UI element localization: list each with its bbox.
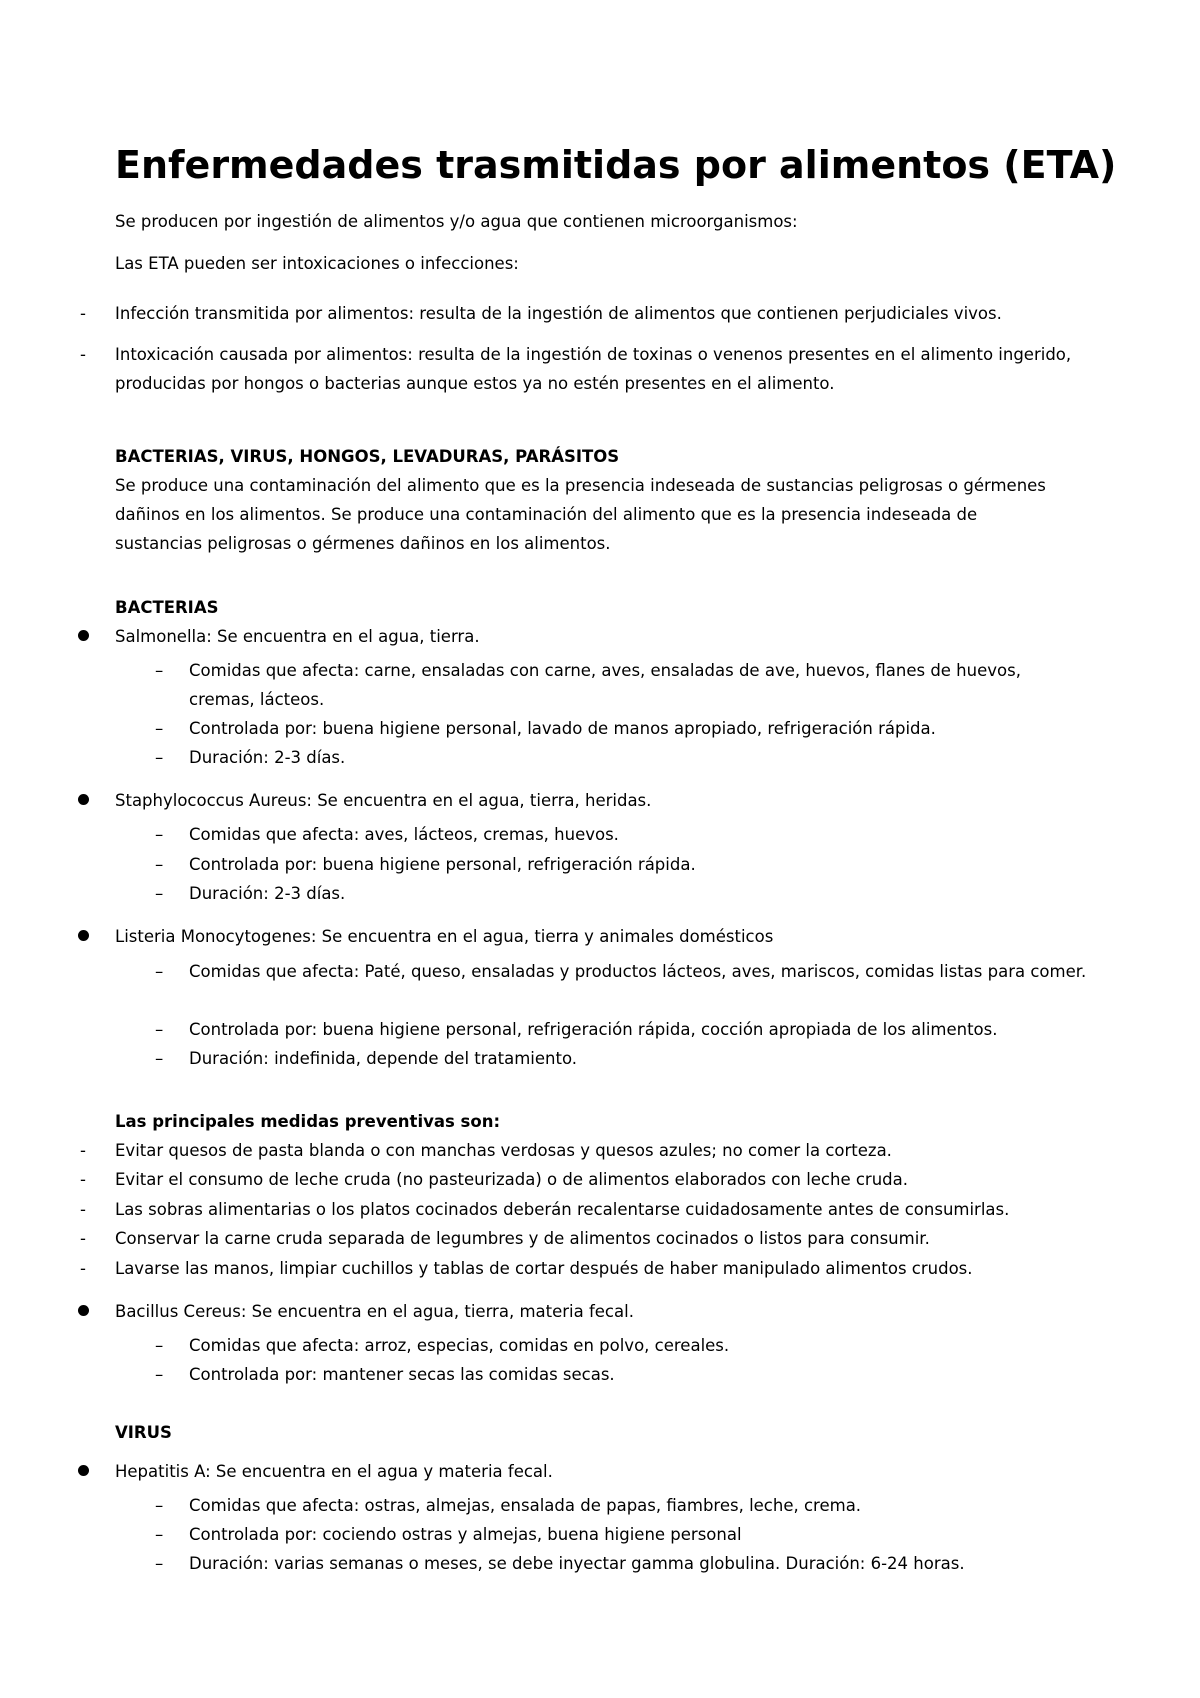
- sub-dash-marker: –: [155, 884, 164, 903]
- listeria-duracion: Duración: indefinida, depende del tratamiento.: [189, 1049, 578, 1068]
- salmonella-controlada: Controlada por: buena higiene personal, lavado de manos apropiado, refrigeración rápida.: [189, 719, 936, 738]
- staphylococcus-controlada: Controlada por: buena higiene personal, refrigeración rápida.: [189, 855, 696, 874]
- list-dash-marker: -: [80, 304, 86, 323]
- list-dash-marker: -: [80, 1229, 86, 1248]
- prevention-item: Evitar el consumo de leche cruda (no pasteurizada) o de alimentos elaborados con leche cruda.: [115, 1170, 908, 1189]
- list-dash-marker: -: [80, 1200, 86, 1219]
- sub-dash-marker: –: [155, 825, 164, 844]
- contamination-paragraph: Se produce una contaminación del alimento que es la presencia indeseada de sustancias peligrosas o gérmenes dañinos en los alimentos. Se produce una contaminación del alimento que es la presencia indeseada de sustancias peligrosas o gérmenes dañinos en los alimentos.: [115, 476, 1046, 553]
- intro-line-2: Las ETA pueden ser intoxicaciones o infecciones:: [115, 254, 519, 273]
- list-dash-marker: -: [80, 345, 86, 364]
- prevention-item: Evitar quesos de pasta blanda o con manchas verdosas y quesos azules; no comer la corteza.: [115, 1141, 892, 1160]
- staphylococcus-comidas: Comidas que afecta: aves, lácteos, cremas, huevos.: [189, 825, 619, 844]
- sub-dash-marker: –: [155, 748, 164, 767]
- section-heading-bacterias: BACTERIAS: [115, 598, 219, 617]
- sub-dash-marker: –: [155, 1525, 164, 1544]
- intro-item-intoxicacion: Intoxicación causada por alimentos: resulta de la ingestión de toxinas o venenos presentes en el alimento ingerido, producidas por hongos o bacterias aunque estos ya no estén presentes en el alimento.: [115, 345, 1072, 393]
- prevention-item: Conservar la carne cruda separada de legumbres y de alimentos cocinados o listos para consumir.: [115, 1229, 930, 1248]
- sub-dash-marker: –: [155, 1496, 164, 1515]
- sub-dash-marker: –: [155, 855, 164, 874]
- bullet-icon: [78, 630, 89, 641]
- bacteria-bacillus: Bacillus Cereus: Se encuentra en el agua, tierra, materia fecal.: [115, 1302, 634, 1321]
- sub-dash-marker: –: [155, 962, 164, 981]
- sub-dash-marker: –: [155, 1554, 164, 1573]
- intro-item-infeccion: Infección transmitida por alimentos: resulta de la ingestión de alimentos que contienen perjudiciales vivos.: [115, 304, 1002, 323]
- bacillus-controlada: Controlada por: mantener secas las comidas secas.: [189, 1365, 615, 1384]
- sub-dash-marker: –: [155, 1049, 164, 1068]
- bacillus-comidas: Comidas que afecta: arroz, especias, comidas en polvo, cereales.: [189, 1336, 730, 1355]
- bullet-icon: [78, 1465, 89, 1476]
- sub-dash-marker: –: [155, 1365, 164, 1384]
- bullet-icon: [78, 930, 89, 941]
- salmonella-comidas: Comidas que afecta: carne, ensaladas con carne, aves, ensaladas de ave, huevos, flanes de huevos, cremas, lácteos.: [189, 661, 1021, 709]
- list-dash-marker: -: [80, 1170, 86, 1189]
- bullet-icon: [78, 794, 89, 805]
- bacteria-listeria: Listeria Monocytogenes: Se encuentra en el agua, tierra y animales domésticos: [115, 927, 774, 946]
- list-dash-marker: -: [80, 1141, 86, 1160]
- section-heading-contaminantes: BACTERIAS, VIRUS, HONGOS, LEVADURAS, PARÁSITOS: [115, 447, 620, 466]
- page-title: Enfermedades trasmitidas por alimentos (ETA): [115, 143, 1117, 187]
- prevention-item: Lavarse las manos, limpiar cuchillos y tablas de cortar después de haber manipulado alimentos crudos.: [115, 1259, 973, 1278]
- bullet-icon: [78, 1305, 89, 1316]
- sub-dash-marker: –: [155, 1020, 164, 1039]
- intro-line-1: Se producen por ingestión de alimentos y/o agua que contienen microorganismos:: [115, 212, 798, 231]
- sub-dash-marker: –: [155, 1336, 164, 1355]
- sub-dash-marker: –: [155, 719, 164, 738]
- staphylococcus-duracion: Duración: 2-3 días.: [189, 884, 346, 903]
- sub-dash-marker: –: [155, 661, 164, 680]
- listeria-controlada: Controlada por: buena higiene personal, refrigeración rápida, cocción apropiada de los alimentos.: [189, 1020, 998, 1039]
- list-dash-marker: -: [80, 1259, 86, 1278]
- salmonella-duracion: Duración: 2-3 días.: [189, 748, 346, 767]
- hepatitis-controlada: Controlada por: cociendo ostras y almejas, buena higiene personal: [189, 1525, 742, 1544]
- section-heading-virus: VIRUS: [115, 1423, 172, 1442]
- virus-hepatitis: Hepatitis A: Se encuentra en el agua y materia fecal.: [115, 1462, 553, 1481]
- prevention-item: Las sobras alimentarias o los platos cocinados deberán recalentarse cuidadosamente antes de consumirlas.: [115, 1200, 1010, 1219]
- bacteria-salmonella: Salmonella: Se encuentra en el agua, tierra.: [115, 627, 480, 646]
- hepatitis-comidas: Comidas que afecta: ostras, almejas, ensalada de papas, fiambres, leche, crema.: [189, 1496, 862, 1515]
- bacteria-staphylococcus: Staphylococcus Aureus: Se encuentra en el agua, tierra, heridas.: [115, 791, 652, 810]
- listeria-comidas: Comidas que afecta: Paté, queso, ensaladas y productos lácteos, aves, mariscos, comidas listas para comer.: [189, 962, 1087, 981]
- hepatitis-duracion: Duración: varias semanas o meses, se debe inyectar gamma globulina. Duración: 6-24 horas.: [189, 1554, 965, 1573]
- prevention-heading: Las principales medidas preventivas son:: [115, 1112, 501, 1131]
